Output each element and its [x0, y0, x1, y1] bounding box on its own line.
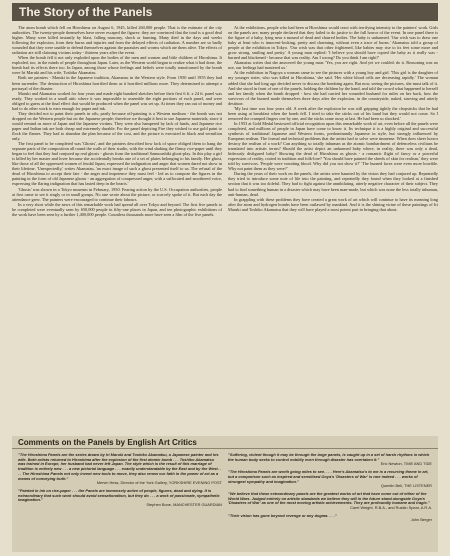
quote-text: "Their vision has gone beyond revenge or any dogma. . . ."	[228, 512, 337, 518]
article-paragraph: In a very short while the news of this remarkable work had spread all over Tokyo and beyond. The first five panels to be completed were eventually seen by 650,000 people in fifty-one places in Japan, and ten photographic exhibitions of the work have been seen by a further 1,400,000 people. Countless thousands more have seen a film of the five panels.	[12, 201, 222, 217]
quote-text: "The Hiroshima Panels are worth going miles to see. . . . Here's Akamatsu's to me is a recurring theme in art, but a comparison such as inspired and sensitised Goya's 'Disasters of War' is rare indeed . . . works of strongest sympathy and imagination."	[228, 469, 429, 484]
article-column-left	[12, 25, 222, 427]
quote-attribution: Quentin Bell, THE LISTENER	[380, 483, 432, 489]
article-paragraph: Akamatsu writes that she answered the young man: 'Yes, you are right. And yet we couldn't do it. Reasoning was no use, our feelings had mastered us.'	[228, 60, 438, 71]
article-paragraph: The first panel to be completed was 'Ghosts', and the painters described how lack of space obliged them to hang the separate parts of the composition all round the walls of their studio, with the wind shaking the flimsy rice-paper until they began to feel that they had conjured up real ghosts - ghosts from the traditional Samurashiki ghost-play. In this play a girl is killed by her master and lover because she accidentally breaks one of a set of plates belonging to his family. Her ghost, like those of all the oppressed women of feudal Japan, expressed the indignation and anger that women dared not show in their lifetime. 'Unexpectedly,' writes Akamatsu, 'an exact image of such a ghost presented itself to us. The refusal of the dead of Hiroshima to accept their fate - the anger and impotence they must feel - led us to compose the figures in the painting in the form of old Japanese ghosts - an aggregation of compressed anger, with a suffocated and smothered voice, expressing the flaring indignation that has lasted deep in the hearts.'	[12, 141, 222, 187]
critic-quote	[228, 492, 432, 511]
quote-text: "Suffering, violent though it may be through the large panels, is caught up in a set of harsh rhythms in which the human body seeks to control nobility even through disaster has overtaken it."	[228, 452, 430, 462]
quotes-column-right	[228, 453, 432, 526]
quote-attribution: John Berger	[410, 517, 432, 523]
quotes-column-left	[18, 453, 222, 511]
article-paragraph: During the years of their work on the panels, the artists were haunted by the vision they had conjured up. Repeatedly they tried to introduce some note of life into the painting, and repeatedly they found when they looked at a finished section that it was too doleful. They had to fight against the annihilating, utterly negative character of their subject. They had to find something human in a disaster which may have been man-made, but which was none the less totally inhuman, anti-human, dead.	[228, 171, 438, 197]
critic-quote	[18, 453, 222, 486]
article-paragraph: Maruki and Akamatsu worked for four years and made eight hundred sketches before their first 6 ft. x 24 ft. panel was ready. They worked in a small attic where it was impossible to assemble the eight portions of each panel, and were obliged to guess at the final effect that would be produced when the panel was set up. At times they ran out of money and had to do other work to earn enough for paper and ink.	[12, 90, 222, 111]
article-paragraph: When the bomb fell it not only exploded upon the bodies of the men and women and little children of Hiroshima. It exploded, too, in the minds of people throughout Japan. Later, as the Western world began to realize what it had done, the bomb had its effects there too. In Japan, among those whose feelings and beliefs were totally transformed by the bomb were Iri Maruki and his wife, Toshiko Akamatsu.	[12, 55, 222, 76]
critic-quote	[228, 453, 432, 467]
comments-title: Comments on the Panels by English Art Critics	[12, 436, 438, 449]
quote-text: "We believe that these extraordinary panels are the greatest works of art that have come out of either of the World Wars. Judged entirely on artistic standards we believe they will in the future stand alongside Goya's 'Disasters of War' as one of the most moving artistic achievements. They are profoundly humane and tragic."	[228, 490, 430, 506]
article-paragraph: Both are painters - Maruki in the Japanese tradition, Akamatsu in the Western style. From 1950 until 1955 they had been surrender. The destruction of Hiroshima horrified them as it horrified millions more. They determined to attempt a portrayal of the disaster.	[12, 75, 222, 91]
quote-text: "Painted in ink on rice-paper . . . the Panels are immensely active of people, figures, dead and dying. It is extraordinary that such work should avoid sensationalism, but they do . . . a work of passionate, sympathetic imagination."	[18, 487, 220, 503]
article-paragraph: In grappling with these problems they have created a great work of art which will continue to have its meaning long after the atom and hydrogen bombs have been outlawed by mankind. And it is the shining virtue of these paintings of Iri Maruki and Toshiko Akamatsu that they will have played a most potent part in bringing that about.	[228, 196, 438, 212]
critics-comments-box	[12, 436, 438, 552]
article-paragraph: At the exhibition in Nagoya a woman came to see the pictures with a young boy and girl. 'This girl is the daughter of my younger sister, who was killed in Hiroshima,' she said. 'Her white blood cells are decreasing rapidly.' The woman added that she had long ago decided never to discuss the bombing again. But now, seeing the pictures, she must talk of it. And she stood in front of one of the panels, holding the children by the hand, and told the crowd what happened to herself and her family when the bomb dropped - how she had carried her wounded husband for miles on her back, how the survivors of the burned made themselves three days after the explosion, in the countryside, naked, starving and utterly destitute.	[228, 70, 438, 106]
critic-quote	[228, 470, 432, 489]
quote-attribution: Mervin Hess, Director of the York Gallery, YORKSHIRE EVENING POST	[96, 480, 222, 486]
article-paragraph: 'My last time was four years old. A week after the explosion he was still gripping tightly the chopsticks that he had been using at breakfast when the bomb fell. I tried to take the sticks out of his hand but they would not come. So I removed the cramped fingers one by one, and the sticks came away at last. He had been so shocked.'	[228, 105, 438, 121]
quote-attribution: Stephen Bone, MANCHESTER GUARDIAN	[146, 502, 222, 508]
article-paragraph: At the exhibitions, people who had been at Hiroshima would react with terrifying intensity to the painters' work. Girls on the panels are, many people declared that they failed to do justice to the full horror of the event. In one panel there is the figure of a baby, lying near a mound of dead and charred bodies. The baby is unharmed. 'Our wish was to draw one baby at least who is innocent-looking, pretty and charming, without even a trace of burns.' Akamatsu told a group of people at the exhibition in Tokyo. 'Our wish was that other frightened, like babies may rise to its feet some more and grow strong, smiling and pretty.' A young man replied: 'I believe you should have copied the baby as it really was - burned and blackened - because that was reality. Am I wrong? Do you think I am right?'	[228, 25, 438, 61]
critic-quote	[228, 514, 432, 523]
article-paragraph: The atom bomb which fell on Hiroshima on August 6, 1945, killed 260,000 people. That is the estimate of the city authorities. The twenty-people themselves have never escaped the figures: they are convinced that the toad is a good deal higher. Many were killed instantly by blast, falling masonry, shock or burning. Many died in the days and weeks following the explosion, from their burns and injuries and from the delayed effects of radiation. A number are so badly wounded that they were unable to defend themselves against the parasites and worms which ate them alive. The effects of radiation are still claiming victims today - thirteen years after the event.	[12, 25, 222, 56]
article-column-right	[228, 25, 438, 427]
article-paragraph: In 1953 at Gold Medal bestowed official recognition upon this remarkable work of art, even before all the panels were completed, and millions of people in Japan have come to know it. Its technique it is a highly original and successful synthesis of traditional Japanese and Western forms, predominantly Japanese in style, but strongly influenced by European realism. The formal and technical problems that the artists had to solve were immense. When does sheer horror destroy the realism of a work? Can anything so totally inhuman as the atomic bombardment of defenceless civilians be translated into artistic terms? Should the artist depict an unharmed baby where, in reality, there was only a dead, hideously disfigured baby? Showing the dead of Hiroshima as ghosts - a romantic flight of fancy or a powerful expression of reality, rooted in tradition and folk-lore? 'You should have painted the shreds of skin for realism,' they were told by survivors. 'People were vomiting blood. Why did you not show it?' 'The burned faces were even more horrible. Why not paint them as they were?'	[228, 120, 438, 172]
quote-attribution: Carel Weight, R.B.A., and Ruskin Spear, A.R.A.	[350, 505, 432, 511]
critic-quote	[18, 489, 222, 508]
quote-attribution: Eric Newton, TIME AND TIDE	[380, 461, 432, 467]
article-paragraph: 'Ghosts' was shown in a Tokyo museum in February, 1950. Fearing action by the U.S. Occupation authorities, people at first came to see it singly or in small groups. No one wrote about the picture, or scarcely spoke of it. But each day the attendance grew. The painters were encouraged to continue their labours.	[12, 186, 222, 202]
quote-text: "The Hiroshima Panels are the series drawn by Iri Maruki and Toshiko Akamatsu, a Japanese painter and his wife. Both artists returned to Hiroshima after the explosion of the first atomic bomb . . . Toshiko Akamatsu was trained in Europe, her husband had never left Japan. The style which is the result of this marriage of tradition is entirely new . . . a new pictorial language . . . exactly understandable by the East and by the West. . . . The Hiroshima Panels not only invent new tools to move, they also renew our faith in the power of art as a means of conveying truth."	[18, 452, 221, 481]
article-paragraph: They decided not to paint their panels in oils, partly because oil-painting is a Western medium - the bomb was not dropped on the Western people but on the Japanese people; therefore we thought it best to use Japanese materials, since it would remind us more of Japan and the Japanese victims. They were also hampered by lack of funds, and Japanese rice paper and Indian ink are both cheap and extremely durable. For the panel depicting Fire they wished to use gold paint to flock the flames. They had to abandon the plan because of the cost, and the picture is executed in black and vermilion only.	[12, 110, 222, 142]
page-title: The Story of the Panels	[12, 3, 438, 21]
